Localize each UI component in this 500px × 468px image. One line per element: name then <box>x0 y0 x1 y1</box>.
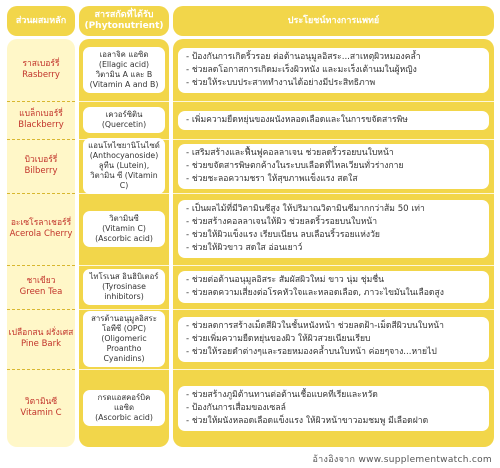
phytonutrient-line: (Vitamin C) <box>102 224 146 233</box>
ingredient-name-th: อะเซโรลาเชอร์รี่ <box>10 218 72 228</box>
ingredient-name-en: Pine Bark <box>20 339 62 349</box>
benefit-line: - ช่วยให้ผิวขาว สดใส อ่อนเยาว์ <box>186 242 481 255</box>
benefit-line: - ช่วยเพิ่มความยืดหยุ่นของผิว ให้ผิวสวยเนียนเรียบ <box>186 333 481 346</box>
ingredient-cell <box>7 39 75 101</box>
header-benefit-label: ประโยชน์ทางการแพทย์ <box>287 15 380 26</box>
benefit-line: - ช่วยให้ผิวแข็งแรง เรียบเนียน ลบเลือนริ้วรอยแห่งวัย <box>186 229 481 242</box>
phytonutrient-line: สารต้านอนุมูลอิสระ <box>91 314 157 323</box>
header-medical-benefit <box>173 6 494 36</box>
benefit-box <box>178 317 489 362</box>
ingredient-name-th: บิวเบอร์รี่ <box>24 155 58 165</box>
phytonutrient-line: Proantho <box>106 344 142 353</box>
phytonutrient-line: แอนโทไซยานิโนไซด์ <box>88 141 160 150</box>
phytonutrient-line: เอลาจิค แอซิด <box>99 50 149 59</box>
row-divider <box>7 265 75 266</box>
phytonutrient-line: Cyanidins) <box>103 354 145 363</box>
benefit-cell <box>173 139 494 193</box>
phytonutrient-line: วิตามินซี <box>109 214 139 223</box>
phytonutrient-line: ลูทีน (Lutein), <box>98 161 150 170</box>
row-divider <box>79 139 169 140</box>
ingredient-name-th: แบล็กเบอร์รี่ <box>19 109 63 119</box>
benefit-box <box>178 111 489 130</box>
ingredient-cell <box>7 265 75 309</box>
row-divider <box>79 101 169 102</box>
phytonutrient-cell <box>79 193 169 265</box>
phytonutrient-cell <box>79 309 169 369</box>
ingredient-name-th: วิตามินซี <box>24 397 58 407</box>
phytonutrient-line: (Ascorbic acid) <box>95 234 153 243</box>
row-divider <box>173 265 494 266</box>
phytonutrient-cell <box>79 139 169 193</box>
benefit-cell <box>173 101 494 139</box>
source-footer: อ้างอิงจาก www.supplementwatch.com <box>312 455 492 465</box>
benefit-cell <box>173 309 494 369</box>
benefit-line: - ช่วยสร้างคอลลาเจนให้ผิว ช่วยลดริ้วรอยบนใบหน้า <box>186 216 481 229</box>
benefit-line: - ช่วยให้รอยดำต่างๆและรอยหมองคล้ำบนใบหน้า ค่อยๆจาง...หายไป <box>186 346 481 359</box>
benefit-line: - ช่วยลดความเสี่ยงต่อโรคหัวใจและหลอดเลือด, ภาวะไขมันในเลือดสูง <box>186 287 481 300</box>
benefit-cell <box>173 369 494 447</box>
benefit-line: - เป็นผลไม้ที่มีวิตามินซีสูง ให้ปริมาณวิตามินซีมากกว่าส้ม 50 เท่า <box>186 203 481 216</box>
benefit-line: - ช่วยต่อต้านอนุมูลอิสระ สัมผัสผิวใหม่ ขาว นุ่ม ชุ่มชื่น <box>186 274 481 287</box>
phytonutrient-line: โอพีซี (OPC) <box>101 324 147 333</box>
benefit-line: - ช่วยลดโอกาสการเกิดมะเร็งผิวหนัง และมะเร็งเต้านมในผู้หญิง <box>186 64 481 77</box>
row-divider <box>7 101 75 102</box>
phytonutrient-line: (Anthocyanoside) <box>89 151 159 160</box>
benefit-cell <box>173 39 494 101</box>
benefit-line: - ป้องกันการเสื่อมของเซลล์ <box>186 402 481 415</box>
header-phyto-label-en: (Phytonutrient) <box>84 21 164 31</box>
phytonutrient-line: กรดแอสคอร์บิค <box>97 393 151 402</box>
benefit-column <box>173 39 494 447</box>
ingredient-name-en: Green Tea <box>19 287 63 297</box>
phytonutrient-line: แอซิด <box>113 403 135 412</box>
benefit-line: - ช่วยลดการสร้างเม็ดสีผิวในชั้นหนังหน้า ช่วยลดฝ้า-เม็ดสีผิวบนใบหน้า <box>186 320 481 333</box>
benefit-line: - เสริมสร้างและฟื้นฟูคอลลาเจน ช่วยลดริ้วรอยบนใบหน้า <box>186 147 481 160</box>
phytonutrient-column <box>79 39 169 447</box>
benefit-line: - ช่วยให้ระบบประสาททำงานได้อย่างมีประสิทธิภาพ <box>186 77 481 90</box>
row-divider <box>79 193 169 194</box>
benefit-line: - เพิ่มความยืดหยุ่นของผนังหลอดเลือดและในการขจัดสารพิษ <box>186 114 481 127</box>
row-divider <box>7 139 75 140</box>
ingredient-name-en: Bilberry <box>24 166 58 176</box>
benefit-box <box>178 48 489 93</box>
benefit-line: - ช่วยชะลอความชรา ให้สุขภาพแข็งแรง สดใส <box>186 173 481 186</box>
header-main-label: ส่วนผสมหลัก <box>15 15 67 26</box>
benefit-line: - ช่วยขจัดสารพิษตกค้างในระบบเลือดที่ไหลเวียนทั่วร่างกาย <box>186 160 481 173</box>
phytonutrient-box <box>83 269 165 305</box>
benefit-line: - ช่วยให้ผนังหลอดเลือดแข็งแรง ให้ผิวหน้าขาวอมชมพู มีเลือดฝาด <box>186 415 481 428</box>
phytonutrient-cell <box>79 369 169 447</box>
ingredient-cell <box>7 139 75 193</box>
row-divider <box>79 369 169 370</box>
ingredient-name-en: Acerola Cherry <box>9 229 73 239</box>
phytonutrient-line: inhibitors) <box>104 292 144 301</box>
header-phytonutrient <box>79 6 169 36</box>
phytonutrient-line: (Ascorbic acid) <box>95 413 153 422</box>
phytonutrient-line: (Vitamin A and B) <box>89 80 159 89</box>
benefit-box <box>178 144 489 189</box>
phytonutrient-line: (Ellagic acid) <box>98 60 150 69</box>
phytonutrient-line: (Quercetin) <box>101 120 147 129</box>
ingredient-cell <box>7 101 75 139</box>
benefit-line: - ป้องกันการเกิดริ้วรอย ต่อต้านอนุมูลอิสระ...สาเหตุผิวหมองคล้ำ <box>186 51 481 64</box>
row-divider <box>79 265 169 266</box>
phytonutrient-line: วิตามิน ซี (Vitamin C) <box>90 171 158 190</box>
ingredient-name-th: ชาเขียว <box>26 276 56 286</box>
main-ingredient-column <box>7 39 75 447</box>
benefit-line: - ช่วยสร้างภูมิต้านทานต่อต้านเชื้อแบคทีเรียและหวัด <box>186 389 481 402</box>
benefit-cell <box>173 265 494 309</box>
header-main-ingredient <box>7 6 75 36</box>
phytonutrient-box <box>83 211 165 247</box>
row-divider <box>7 369 75 370</box>
phytonutrient-cell <box>79 39 169 101</box>
phytonutrient-box <box>83 107 165 133</box>
ingredient-name-en: Vitamin C <box>20 408 62 418</box>
ingredient-name-th: ราสเบอร์รี่ <box>22 59 60 69</box>
ingredient-name-th: เปลือกสน ฝรั่งเศส <box>8 328 74 338</box>
benefit-box <box>178 200 489 258</box>
ingredient-cell <box>7 369 75 447</box>
ingredient-cell <box>7 309 75 369</box>
row-divider <box>173 369 494 370</box>
benefit-cell <box>173 193 494 265</box>
header-phyto-label-th: สารสกัดที่ได้รับ <box>94 10 154 20</box>
ingredient-cell <box>7 193 75 265</box>
phytonutrient-box <box>83 47 165 93</box>
phytonutrient-cell <box>79 101 169 139</box>
phytonutrient-line: (Oligomeric <box>101 334 147 343</box>
phytonutrient-box <box>83 311 165 367</box>
benefit-box <box>178 271 489 303</box>
phytonutrient-line: วิตามิน A และ B <box>95 70 153 79</box>
phytonutrient-box <box>83 138 165 194</box>
row-divider <box>173 309 494 310</box>
phytonutrient-line: เควอร์ซิติน <box>105 110 143 119</box>
benefit-box <box>178 386 489 431</box>
row-divider <box>173 193 494 194</box>
phytonutrient-cell <box>79 265 169 309</box>
row-divider <box>7 193 75 194</box>
row-divider <box>7 309 75 310</box>
phytonutrient-box <box>83 390 165 426</box>
row-divider <box>173 101 494 102</box>
row-divider <box>79 309 169 310</box>
row-divider <box>173 139 494 140</box>
phytonutrient-line: ไทโรเนส อินฮิบิเตอร์ <box>89 272 159 281</box>
phytonutrient-line: (Tyrosinase <box>102 282 146 291</box>
ingredient-name-en: Rasberry <box>22 70 60 80</box>
ingredient-name-en: Blackberry <box>18 120 64 130</box>
